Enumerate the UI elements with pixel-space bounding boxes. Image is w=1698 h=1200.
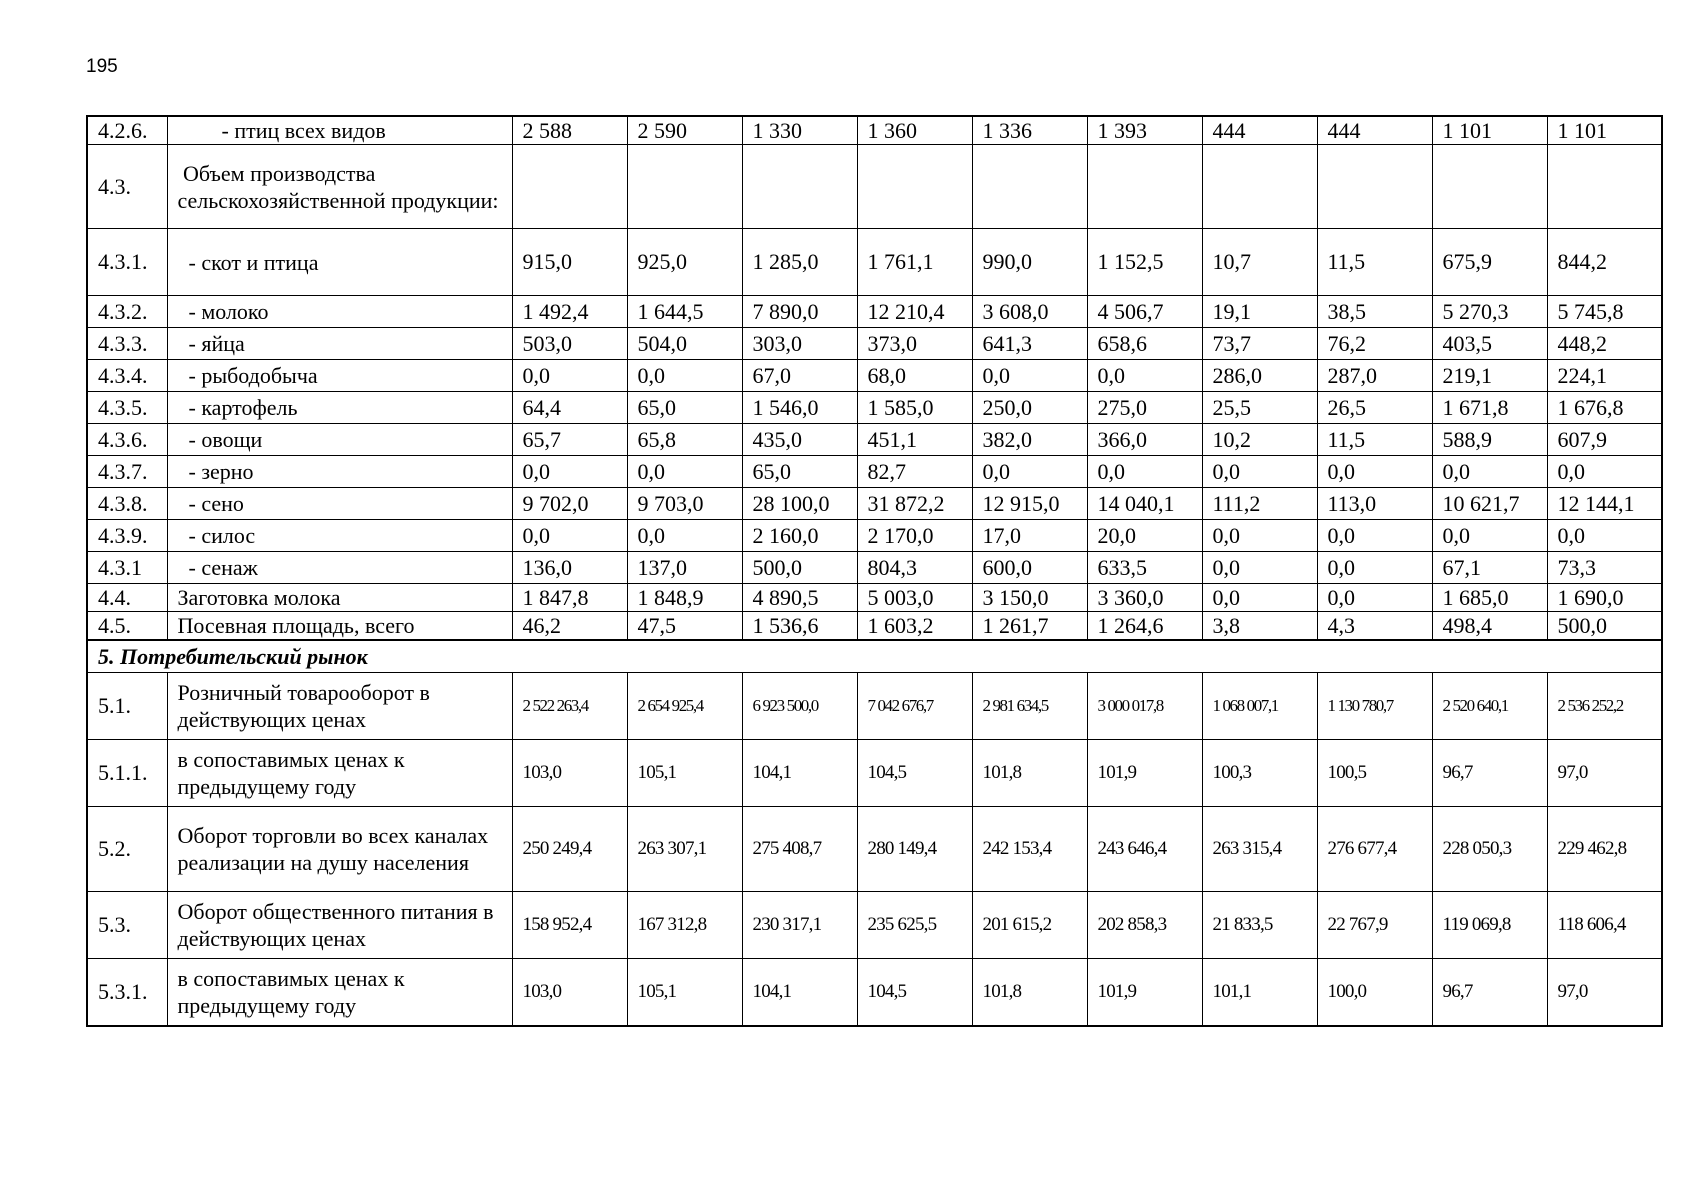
row-value: 97,0 xyxy=(1547,740,1662,807)
row-value: 25,5 xyxy=(1202,392,1317,424)
row-code: 4.3.2. xyxy=(87,296,167,328)
row-value: 2 536 252,2 xyxy=(1547,673,1662,740)
row-value: 366,0 xyxy=(1087,424,1202,456)
row-value: 12 915,0 xyxy=(972,488,1087,520)
row-value: 0,0 xyxy=(512,360,627,392)
row-value: 500,0 xyxy=(1547,612,1662,641)
row-value: 286,0 xyxy=(1202,360,1317,392)
row-value: 104,5 xyxy=(857,740,972,807)
row-value: 250 249,4 xyxy=(512,807,627,892)
row-value: 263 307,1 xyxy=(627,807,742,892)
row-value: 1 285,0 xyxy=(742,229,857,296)
row-value: 235 625,5 xyxy=(857,892,972,959)
row-value: 915,0 xyxy=(512,229,627,296)
row-value: 1 761,1 xyxy=(857,229,972,296)
row-label: - рыбодобыча xyxy=(167,360,512,392)
row-label: Заготовка молока xyxy=(167,584,512,612)
row-value: 451,1 xyxy=(857,424,972,456)
row-value: 64,4 xyxy=(512,392,627,424)
row-value: 588,9 xyxy=(1432,424,1547,456)
row-value: 158 952,4 xyxy=(512,892,627,959)
row-value: 4,3 xyxy=(1317,612,1432,641)
row-value: 104,5 xyxy=(857,959,972,1027)
row-value: 103,0 xyxy=(512,959,627,1027)
row-value: 3 000 017,8 xyxy=(1087,673,1202,740)
row-label: - яйца xyxy=(167,328,512,360)
row-value: 73,3 xyxy=(1547,552,1662,584)
row-label: Оборот торговли во всех каналах реализации на душу населения xyxy=(167,807,512,892)
row-value: 0,0 xyxy=(1202,584,1317,612)
row-value: 6 923 500,0 xyxy=(742,673,857,740)
row-value: 0,0 xyxy=(1087,360,1202,392)
row-value: 14 040,1 xyxy=(1087,488,1202,520)
row-value: 1 264,6 xyxy=(1087,612,1202,641)
row-value: 250,0 xyxy=(972,392,1087,424)
row-value xyxy=(972,145,1087,229)
row-value: 0,0 xyxy=(1547,520,1662,552)
row-value: 9 702,0 xyxy=(512,488,627,520)
row-value: 4 506,7 xyxy=(1087,296,1202,328)
row-value: 104,1 xyxy=(742,959,857,1027)
row-value: 28 100,0 xyxy=(742,488,857,520)
row-value: 2 981 634,5 xyxy=(972,673,1087,740)
row-value: 20,0 xyxy=(1087,520,1202,552)
row-value: 68,0 xyxy=(857,360,972,392)
row-value: 242 153,4 xyxy=(972,807,1087,892)
row-value: 96,7 xyxy=(1432,740,1547,807)
row-value: 0,0 xyxy=(627,520,742,552)
row-label: Объем производства сельскохозяйственной продукции: xyxy=(167,145,512,229)
row-value: 448,2 xyxy=(1547,328,1662,360)
table-row xyxy=(87,959,1662,1027)
row-label: - зерно xyxy=(167,456,512,488)
row-value: 382,0 xyxy=(972,424,1087,456)
row-value: 1 671,8 xyxy=(1432,392,1547,424)
row-label: - молоко xyxy=(167,296,512,328)
row-value: 1 360 xyxy=(857,116,972,145)
row-value: 1 685,0 xyxy=(1432,584,1547,612)
row-value: 228 050,3 xyxy=(1432,807,1547,892)
row-value: 0,0 xyxy=(627,360,742,392)
row-code: 5.2. xyxy=(87,807,167,892)
row-label: - картофель xyxy=(167,392,512,424)
row-value: 0,0 xyxy=(627,456,742,488)
row-value: 76,2 xyxy=(1317,328,1432,360)
row-value: 1 068 007,1 xyxy=(1202,673,1317,740)
row-value: 0,0 xyxy=(1087,456,1202,488)
row-code: 5.1.1. xyxy=(87,740,167,807)
row-value: 105,1 xyxy=(627,740,742,807)
row-value: 65,7 xyxy=(512,424,627,456)
row-value xyxy=(1432,145,1547,229)
row-label: - сенаж xyxy=(167,552,512,584)
row-value: 2 520 640,1 xyxy=(1432,673,1547,740)
row-code: 4.3.4. xyxy=(87,360,167,392)
row-value: 303,0 xyxy=(742,328,857,360)
row-value: 1 585,0 xyxy=(857,392,972,424)
row-value: 5 003,0 xyxy=(857,584,972,612)
row-value xyxy=(742,145,857,229)
row-value: 675,9 xyxy=(1432,229,1547,296)
row-value: 0,0 xyxy=(1202,456,1317,488)
row-value: 97,0 xyxy=(1547,959,1662,1027)
table-row xyxy=(87,424,1662,456)
row-value: 1 336 xyxy=(972,116,1087,145)
row-value: 111,2 xyxy=(1202,488,1317,520)
row-code: 4.3.5. xyxy=(87,392,167,424)
row-value: 82,7 xyxy=(857,456,972,488)
row-code: 4.3.8. xyxy=(87,488,167,520)
row-value xyxy=(1202,145,1317,229)
row-value: 0,0 xyxy=(1317,552,1432,584)
row-value: 0,0 xyxy=(972,456,1087,488)
row-value: 3 360,0 xyxy=(1087,584,1202,612)
row-value: 1 393 xyxy=(1087,116,1202,145)
row-value: 600,0 xyxy=(972,552,1087,584)
row-code: 4.2.6. xyxy=(87,116,167,145)
row-value: 5 745,8 xyxy=(1547,296,1662,328)
row-code: 4.5. xyxy=(87,612,167,641)
row-value: 100,3 xyxy=(1202,740,1317,807)
row-value: 0,0 xyxy=(972,360,1087,392)
row-value: 2 588 xyxy=(512,116,627,145)
row-code: 4.3. xyxy=(87,145,167,229)
row-value: 21 833,5 xyxy=(1202,892,1317,959)
row-code: 4.3.6. xyxy=(87,424,167,456)
table-row xyxy=(87,296,1662,328)
row-code: 5.3.1. xyxy=(87,959,167,1027)
row-value: 1 536,6 xyxy=(742,612,857,641)
row-value: 504,0 xyxy=(627,328,742,360)
row-value: 26,5 xyxy=(1317,392,1432,424)
row-value: 7 890,0 xyxy=(742,296,857,328)
row-label: Оборот общественного питания в действующих ценах xyxy=(167,892,512,959)
row-code: 4.3.3. xyxy=(87,328,167,360)
row-value: 3,8 xyxy=(1202,612,1317,641)
row-value: 9 703,0 xyxy=(627,488,742,520)
row-value: 3 150,0 xyxy=(972,584,1087,612)
row-value: 0,0 xyxy=(512,456,627,488)
row-value: 0,0 xyxy=(1202,520,1317,552)
row-value: 444 xyxy=(1202,116,1317,145)
row-value: 101,9 xyxy=(1087,740,1202,807)
table-row xyxy=(87,740,1662,807)
row-label: в сопоставимых ценах к предыдущему году xyxy=(167,740,512,807)
row-value: 119 069,8 xyxy=(1432,892,1547,959)
row-value: 229 462,8 xyxy=(1547,807,1662,892)
row-value: 1 848,9 xyxy=(627,584,742,612)
row-label: - овощи xyxy=(167,424,512,456)
row-value: 498,4 xyxy=(1432,612,1547,641)
row-value: 104,1 xyxy=(742,740,857,807)
row-code: 4.4. xyxy=(87,584,167,612)
row-label: Розничный товарооборот в действующих ценах xyxy=(167,673,512,740)
table-row xyxy=(87,360,1662,392)
row-value: 844,2 xyxy=(1547,229,1662,296)
row-value xyxy=(1547,145,1662,229)
row-value: 137,0 xyxy=(627,552,742,584)
row-value: 0,0 xyxy=(1202,552,1317,584)
table-row xyxy=(87,229,1662,296)
row-value: 136,0 xyxy=(512,552,627,584)
row-value xyxy=(627,145,742,229)
row-value: 633,5 xyxy=(1087,552,1202,584)
row-value: 96,7 xyxy=(1432,959,1547,1027)
row-value: 0,0 xyxy=(1432,520,1547,552)
row-value: 1 130 780,7 xyxy=(1317,673,1432,740)
row-value: 10,2 xyxy=(1202,424,1317,456)
row-code: 5.3. xyxy=(87,892,167,959)
row-value: 243 646,4 xyxy=(1087,807,1202,892)
row-code: 4.3.1 xyxy=(87,552,167,584)
table-row xyxy=(87,807,1662,892)
row-value: 219,1 xyxy=(1432,360,1547,392)
table-row xyxy=(87,612,1662,641)
table-row xyxy=(87,584,1662,612)
row-value: 990,0 xyxy=(972,229,1087,296)
row-value: 101,8 xyxy=(972,740,1087,807)
row-value: 103,0 xyxy=(512,740,627,807)
row-value: 275,0 xyxy=(1087,392,1202,424)
table-row xyxy=(87,145,1662,229)
row-value: 280 149,4 xyxy=(857,807,972,892)
table-row xyxy=(87,488,1662,520)
row-value: 1 101 xyxy=(1432,116,1547,145)
row-value: 1 101 xyxy=(1547,116,1662,145)
row-value: 224,1 xyxy=(1547,360,1662,392)
row-value: 47,5 xyxy=(627,612,742,641)
row-label: - сено xyxy=(167,488,512,520)
row-value: 101,9 xyxy=(1087,959,1202,1027)
row-value: 10,7 xyxy=(1202,229,1317,296)
row-value: 373,0 xyxy=(857,328,972,360)
row-value: 276 677,4 xyxy=(1317,807,1432,892)
row-value: 275 408,7 xyxy=(742,807,857,892)
row-value: 503,0 xyxy=(512,328,627,360)
row-value: 101,1 xyxy=(1202,959,1317,1027)
row-value: 201 615,2 xyxy=(972,892,1087,959)
row-value: 3 608,0 xyxy=(972,296,1087,328)
row-value: 403,5 xyxy=(1432,328,1547,360)
row-value: 11,5 xyxy=(1317,229,1432,296)
table-row xyxy=(87,673,1662,740)
row-value: 1 546,0 xyxy=(742,392,857,424)
section-title: 5. Потребительский рынок xyxy=(87,640,1662,673)
row-value: 230 317,1 xyxy=(742,892,857,959)
row-value: 38,5 xyxy=(1317,296,1432,328)
row-value: 0,0 xyxy=(1432,456,1547,488)
row-value: 444 xyxy=(1317,116,1432,145)
row-value: 0,0 xyxy=(512,520,627,552)
row-value: 500,0 xyxy=(742,552,857,584)
row-value xyxy=(857,145,972,229)
table-row xyxy=(87,392,1662,424)
row-label: - скот и птица xyxy=(167,229,512,296)
row-code: 4.3.1. xyxy=(87,229,167,296)
row-value: 11,5 xyxy=(1317,424,1432,456)
row-value: 100,0 xyxy=(1317,959,1432,1027)
row-value: 1 676,8 xyxy=(1547,392,1662,424)
row-value: 0,0 xyxy=(1547,456,1662,488)
row-code: 4.3.7. xyxy=(87,456,167,488)
row-value: 0,0 xyxy=(1317,456,1432,488)
section-header-row xyxy=(87,640,1662,673)
row-value: 67,0 xyxy=(742,360,857,392)
row-value: 1 152,5 xyxy=(1087,229,1202,296)
row-value xyxy=(512,145,627,229)
row-value: 925,0 xyxy=(627,229,742,296)
table-row xyxy=(87,328,1662,360)
row-value: 65,8 xyxy=(627,424,742,456)
row-value: 12 144,1 xyxy=(1547,488,1662,520)
row-value: 65,0 xyxy=(742,456,857,488)
row-value: 0,0 xyxy=(1317,584,1432,612)
row-value: 202 858,3 xyxy=(1087,892,1202,959)
table-row xyxy=(87,116,1662,145)
row-value: 2 160,0 xyxy=(742,520,857,552)
row-value: 1 330 xyxy=(742,116,857,145)
row-value: 658,6 xyxy=(1087,328,1202,360)
row-value: 435,0 xyxy=(742,424,857,456)
row-value: 4 890,5 xyxy=(742,584,857,612)
row-value: 113,0 xyxy=(1317,488,1432,520)
row-value: 1 690,0 xyxy=(1547,584,1662,612)
row-value: 31 872,2 xyxy=(857,488,972,520)
row-value: 5 270,3 xyxy=(1432,296,1547,328)
row-value: 1 644,5 xyxy=(627,296,742,328)
row-value: 10 621,7 xyxy=(1432,488,1547,520)
row-value: 287,0 xyxy=(1317,360,1432,392)
row-label: в сопоставимых ценах к предыдущему году xyxy=(167,959,512,1027)
row-value: 2 654 925,4 xyxy=(627,673,742,740)
row-value: 73,7 xyxy=(1202,328,1317,360)
row-value: 22 767,9 xyxy=(1317,892,1432,959)
row-value: 2 522 263,4 xyxy=(512,673,627,740)
row-value: 167 312,8 xyxy=(627,892,742,959)
row-code: 4.3.9. xyxy=(87,520,167,552)
row-value: 67,1 xyxy=(1432,552,1547,584)
row-value: 46,2 xyxy=(512,612,627,641)
row-value: 7 042 676,7 xyxy=(857,673,972,740)
row-value: 100,5 xyxy=(1317,740,1432,807)
row-value: 19,1 xyxy=(1202,296,1317,328)
page-number: 195 xyxy=(86,56,118,77)
table-row xyxy=(87,520,1662,552)
row-label: - силос xyxy=(167,520,512,552)
row-value: 804,3 xyxy=(857,552,972,584)
table-row xyxy=(87,892,1662,959)
row-value xyxy=(1087,145,1202,229)
row-value: 641,3 xyxy=(972,328,1087,360)
row-value: 1 847,8 xyxy=(512,584,627,612)
row-value: 1 261,7 xyxy=(972,612,1087,641)
row-label: - птиц всех видов xyxy=(167,116,512,145)
row-value: 12 210,4 xyxy=(857,296,972,328)
row-value: 2 590 xyxy=(627,116,742,145)
row-code: 5.1. xyxy=(87,673,167,740)
table-row xyxy=(87,456,1662,488)
row-value: 118 606,4 xyxy=(1547,892,1662,959)
row-value xyxy=(1317,145,1432,229)
row-value: 2 170,0 xyxy=(857,520,972,552)
row-value: 607,9 xyxy=(1547,424,1662,456)
row-value: 0,0 xyxy=(1317,520,1432,552)
row-value: 1 492,4 xyxy=(512,296,627,328)
row-label: Посевная площадь, всего xyxy=(167,612,512,641)
row-value: 65,0 xyxy=(627,392,742,424)
row-value: 101,8 xyxy=(972,959,1087,1027)
row-value: 17,0 xyxy=(972,520,1087,552)
table-row xyxy=(87,552,1662,584)
data-table xyxy=(86,115,1663,1027)
table-body xyxy=(87,116,1662,1026)
row-value: 263 315,4 xyxy=(1202,807,1317,892)
row-value: 105,1 xyxy=(627,959,742,1027)
row-value: 1 603,2 xyxy=(857,612,972,641)
